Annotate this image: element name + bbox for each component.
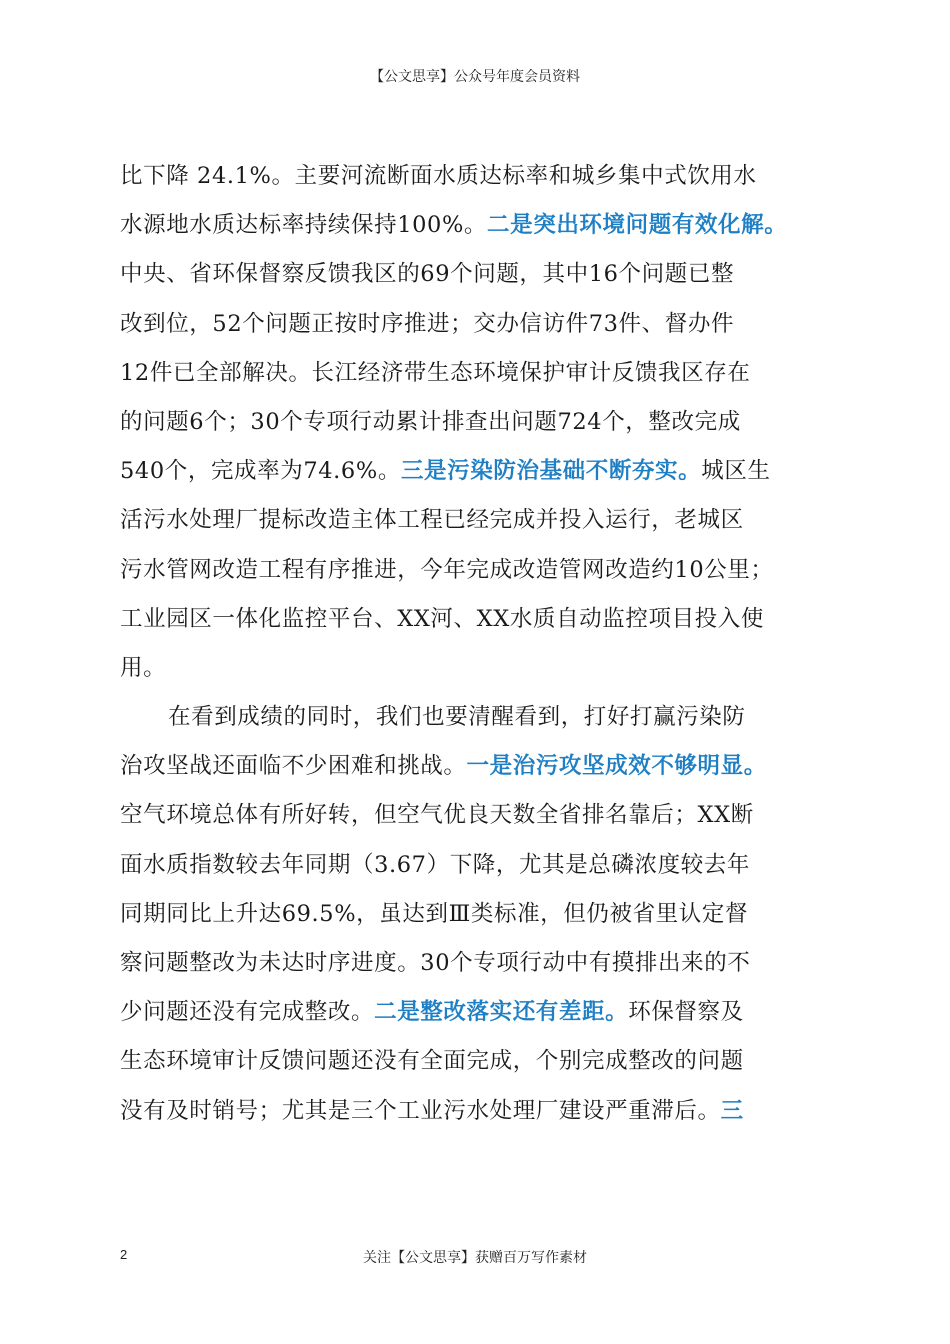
text-line — [120, 447, 832, 496]
text-run: 540个，完成率为74.6%。 — [120, 458, 401, 485]
text-run: 活污水处理厂提标改造主体工程已经完成并投入运行，老城区 — [120, 507, 744, 534]
text-line — [120, 546, 832, 595]
text-run: 同期同比上升达69.5%，虽达到Ⅲ类标准，但仍被省里认定督 — [120, 900, 749, 927]
page-footer: 关注【公文思享】获赠百万写作素材 — [363, 1250, 587, 1266]
highlight-heading: 一是治污攻坚成效不够明显。 — [466, 753, 767, 780]
text-line — [120, 693, 832, 742]
text-line — [120, 496, 832, 545]
text-line — [120, 349, 832, 398]
text-run: 的问题6个；30个专项行动累计排查出问题724个，整改完成 — [120, 408, 741, 435]
text-run: 污水管网改造工程有序推进，今年完成改造管网改造约10公里； — [120, 556, 774, 583]
text-run: 城区生 — [701, 458, 771, 485]
text-line — [120, 152, 832, 201]
text-run: 少问题还没有完成整改。 — [120, 999, 375, 1026]
text-run: 生态环境审计反馈问题还没有全面完成，个别完成整改的问题 — [120, 1048, 744, 1075]
text-run: 察问题整改为未达时序进度。30个专项行动中有摸排出来的不 — [120, 950, 751, 976]
text-line — [120, 1087, 832, 1136]
text-line — [120, 988, 832, 1037]
text-run: 12件已全部解决。长江经济带生态环境保护审计反馈我区存在 — [120, 359, 751, 386]
page-header: 【公文思享】公众号年度会员资料 — [370, 69, 580, 85]
text-line — [120, 742, 832, 791]
text-run: 环保督察及 — [628, 999, 744, 1026]
text-run: 改到位，52个问题正按时序推进；交办信访件73件、督办件 — [120, 310, 735, 337]
text-line — [120, 791, 832, 840]
text-run: 治攻坚战还面临不少困难和挑战。 — [120, 753, 467, 780]
text-run: 工业园区一体化监控平台、XX河、XX水质自动监控项目投入使 — [120, 605, 764, 632]
text-line — [120, 1037, 832, 1086]
text-run: 用。 — [120, 654, 167, 681]
text-run: 水源地水质达标率持续保持100%。 — [120, 212, 488, 239]
highlight-heading: 二是整改落实还有差距。 — [374, 999, 629, 1026]
text-line — [120, 300, 832, 349]
text-line — [120, 250, 832, 299]
document-body — [120, 152, 832, 1136]
text-line — [120, 644, 832, 693]
text-line — [120, 841, 832, 890]
page-number: 2 — [120, 1247, 128, 1262]
text-line — [120, 398, 832, 447]
text-line — [120, 201, 832, 250]
text-line — [120, 939, 832, 988]
highlight-heading: 三是污染防治基础不断夯实。 — [400, 458, 702, 485]
highlight-heading: 三 — [720, 1097, 744, 1124]
text-run: 没有及时销号；尤其是三个工业污水处理厂建设严重滞后。 — [120, 1097, 721, 1124]
text-run: 面水质指数较去年同期（3.67）下降，尤其是总磷浓度较去年 — [120, 851, 750, 878]
text-line — [120, 890, 832, 939]
text-run: 比下降 24.1%。主要河流断面水质达标率和城乡集中式饮用水 — [120, 163, 757, 189]
highlight-heading: 二是突出环境问题有效化解。 — [487, 212, 788, 239]
text-line — [120, 595, 832, 644]
text-run: 在看到成绩的同时，我们也要清醒看到，打好打赢污染防 — [168, 704, 746, 731]
text-run: 空气环境总体有所好转，但空气优良天数全省排名靠后；XX断 — [120, 802, 754, 829]
text-run: 中央、省环保督察反馈我区的69个问题，其中16个问题已整 — [120, 261, 735, 288]
